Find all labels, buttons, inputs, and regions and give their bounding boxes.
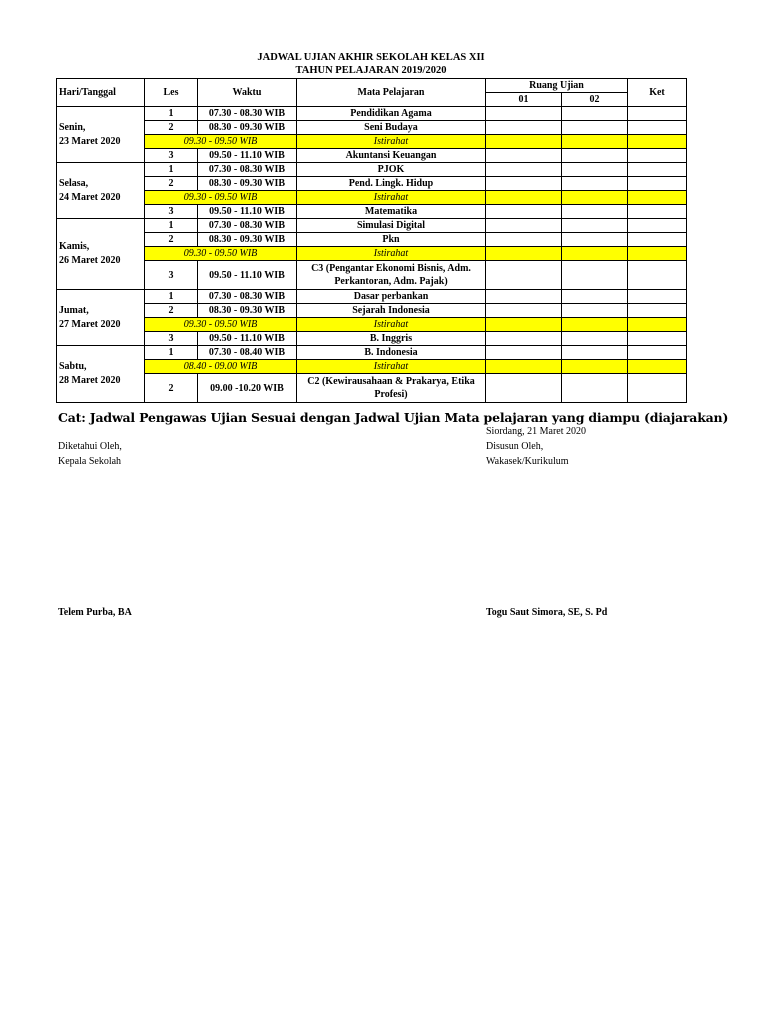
exam-time: 08.30 - 09.30 WIB xyxy=(198,233,297,247)
signature-place-date: Siordang, 21 Maret 2020 xyxy=(486,426,586,437)
subject-name: Pendidikan Agama xyxy=(297,107,486,121)
day-date-cell xyxy=(57,219,145,290)
subject-name: Pend. Lingk. Hidup xyxy=(297,177,486,191)
note-cell xyxy=(628,332,687,346)
schedule-row xyxy=(57,107,687,121)
les-number: 3 xyxy=(145,205,198,219)
signature-left-name: Telem Purba, BA xyxy=(58,607,132,618)
note-cell xyxy=(628,205,687,219)
note-cell xyxy=(628,318,687,332)
room-02-cell xyxy=(562,247,628,261)
schedule-row xyxy=(57,332,687,346)
subject-name: C3 (Pengantar Ekonomi Bisnis, Adm. Perkantoran, Adm. Pajak) xyxy=(297,261,486,290)
room-01-cell xyxy=(486,290,562,304)
day-name: Jumat, xyxy=(59,304,89,316)
note-cell xyxy=(628,149,687,163)
schedule-row xyxy=(57,205,687,219)
exam-time: 09.50 - 11.10 WIB xyxy=(198,332,297,346)
schedule-row xyxy=(57,219,687,233)
room-01-cell xyxy=(486,346,562,360)
les-number: 3 xyxy=(145,332,198,346)
room-02-cell xyxy=(562,346,628,360)
schedule-row xyxy=(57,290,687,304)
header-subject: Mata Pelajaran xyxy=(297,79,486,107)
subject-name: Pkn xyxy=(297,233,486,247)
schedule-row xyxy=(57,233,687,247)
les-number: 1 xyxy=(145,219,198,233)
room-01-cell xyxy=(486,304,562,318)
document-subtitle: TAHUN PELAJARAN 2019/2020 xyxy=(295,65,447,76)
room-02-cell xyxy=(562,205,628,219)
schedule-row xyxy=(57,177,687,191)
subject-name: Matematika xyxy=(297,205,486,219)
room-01-cell xyxy=(486,374,562,403)
signature-left-known: Diketahui Oleh, xyxy=(58,441,122,452)
schedule-row xyxy=(57,304,687,318)
day-name: Kamis, xyxy=(59,241,90,252)
exam-time: 09.50 - 11.10 WIB xyxy=(198,205,297,219)
day-name: Sabtu, xyxy=(59,361,87,372)
subject-name: Simulasi Digital xyxy=(297,219,486,233)
day-date-cell xyxy=(57,163,145,219)
day-date: 23 Maret 2020 xyxy=(59,135,121,147)
note-cell xyxy=(628,135,687,149)
room-01-cell xyxy=(486,121,562,135)
day-name: Selasa, xyxy=(59,177,89,189)
room-02-cell xyxy=(562,304,628,318)
note-cell xyxy=(628,219,687,233)
les-number: 2 xyxy=(145,233,198,247)
day-date: 28 Maret 2020 xyxy=(59,375,121,386)
day-date: 27 Maret 2020 xyxy=(59,318,121,330)
room-01-cell xyxy=(486,177,562,191)
subject-name: C2 (Kewirausahaan & Prakarya, Etika Profesi) xyxy=(297,374,486,403)
room-01-cell xyxy=(486,191,562,205)
exam-time: 09.50 - 11.10 WIB xyxy=(198,261,297,290)
day-date-cell xyxy=(57,346,145,403)
break-time: 09.30 - 09.50 WIB xyxy=(145,191,297,205)
les-number: 1 xyxy=(145,346,198,360)
exam-time: 09.00 -10.20 WIB xyxy=(198,374,297,403)
day-name: Senin, xyxy=(59,121,86,133)
les-number: 3 xyxy=(145,261,198,290)
room-01-cell xyxy=(486,205,562,219)
room-01-cell xyxy=(486,233,562,247)
break-time: 09.30 - 09.50 WIB xyxy=(145,318,297,332)
subject-name: Akuntansi Keuangan xyxy=(297,149,486,163)
exam-schedule-table xyxy=(56,78,687,403)
room-02-cell xyxy=(562,374,628,403)
room-01-cell xyxy=(486,163,562,177)
schedule-row xyxy=(57,163,687,177)
header-room-01: 01 xyxy=(486,93,562,107)
note-cell xyxy=(628,290,687,304)
les-number: 3 xyxy=(145,149,198,163)
les-number: 1 xyxy=(145,290,198,304)
les-number: 1 xyxy=(145,163,198,177)
room-02-cell xyxy=(562,191,628,205)
subject-name: PJOK xyxy=(297,163,486,177)
break-row xyxy=(57,191,687,205)
note-cell xyxy=(628,346,687,360)
break-label: Istirahat xyxy=(297,318,486,332)
schedule-row xyxy=(57,346,687,360)
room-02-cell xyxy=(562,233,628,247)
note-cell xyxy=(628,304,687,318)
schedule-row xyxy=(57,149,687,163)
header-day: Hari/Tanggal xyxy=(57,79,145,107)
room-02-cell xyxy=(562,135,628,149)
note-cell xyxy=(628,107,687,121)
schedule-row xyxy=(57,261,687,290)
exam-time: 08.30 - 09.30 WIB xyxy=(198,177,297,191)
subject-name: B. Indonesia xyxy=(297,346,486,360)
note-cell xyxy=(628,360,687,374)
les-number: 2 xyxy=(145,374,198,403)
signature-right-role: Wakasek/Kurikulum xyxy=(486,456,569,467)
schedule-row xyxy=(57,121,687,135)
room-01-cell xyxy=(486,149,562,163)
day-date-cell xyxy=(57,290,145,346)
break-time: 09.30 - 09.50 WIB xyxy=(145,247,297,261)
note-cell xyxy=(628,247,687,261)
break-label: Istirahat xyxy=(297,360,486,374)
room-02-cell xyxy=(562,107,628,121)
room-02-cell xyxy=(562,290,628,304)
room-01-cell xyxy=(486,261,562,290)
note-cell xyxy=(628,261,687,290)
break-time: 09.30 - 09.50 WIB xyxy=(145,135,297,149)
header-time: Waktu xyxy=(198,79,297,107)
header-les: Les xyxy=(145,79,198,107)
exam-time: 07.30 - 08.30 WIB xyxy=(198,290,297,304)
room-01-cell xyxy=(486,247,562,261)
break-row xyxy=(57,247,687,261)
break-label: Istirahat xyxy=(297,191,486,205)
room-01-cell xyxy=(486,360,562,374)
note-cell xyxy=(628,163,687,177)
exam-time: 07.30 - 08.30 WIB xyxy=(198,219,297,233)
les-number: 1 xyxy=(145,107,198,121)
les-number: 2 xyxy=(145,304,198,318)
room-01-cell xyxy=(486,135,562,149)
signature-right-name: Togu Saut Simora, SE, S. Pd xyxy=(486,607,608,618)
subject-name: B. Inggris xyxy=(297,332,486,346)
subject-name: Sejarah Indonesia xyxy=(297,304,486,318)
room-01-cell xyxy=(486,332,562,346)
schedule-note: Cat: Jadwal Pengawas Ujian Sesuai dengan Jadwal Ujian Mata pelajaran yang diampu (diajarakan) xyxy=(58,410,729,425)
break-time: 08.40 - 09.00 WIB xyxy=(145,360,297,374)
room-02-cell xyxy=(562,163,628,177)
header-note: Ket xyxy=(628,79,687,107)
break-row xyxy=(57,360,687,374)
exam-time: 07.30 - 08.30 WIB xyxy=(198,163,297,177)
note-cell xyxy=(628,374,687,403)
subject-name: Seni Budaya xyxy=(297,121,486,135)
room-02-cell xyxy=(562,149,628,163)
schedule-body xyxy=(57,107,687,403)
day-date: 24 Maret 2020 xyxy=(59,191,121,203)
exam-time: 08.30 - 09.30 WIB xyxy=(198,121,297,135)
break-row xyxy=(57,135,687,149)
room-01-cell xyxy=(486,219,562,233)
day-date-cell xyxy=(57,107,145,163)
document-title: JADWAL UJIAN AKHIR SEKOLAH KELAS XII xyxy=(257,52,485,63)
note-cell xyxy=(628,191,687,205)
room-02-cell xyxy=(562,121,628,135)
subject-name: Dasar perbankan xyxy=(297,290,486,304)
header-rooms: Ruang Ujian xyxy=(486,79,628,93)
signature-right-known: Disusun Oleh, xyxy=(486,441,544,452)
note-cell xyxy=(628,233,687,247)
room-02-cell xyxy=(562,219,628,233)
room-02-cell xyxy=(562,360,628,374)
note-cell xyxy=(628,177,687,191)
exam-time: 07.30 - 08.30 WIB xyxy=(198,107,297,121)
exam-time: 09.50 - 11.10 WIB xyxy=(198,149,297,163)
day-date: 26 Maret 2020 xyxy=(59,255,121,266)
room-01-cell xyxy=(486,107,562,121)
room-02-cell xyxy=(562,318,628,332)
exam-time: 07.30 - 08.40 WIB xyxy=(198,346,297,360)
room-02-cell xyxy=(562,261,628,290)
room-01-cell xyxy=(486,318,562,332)
break-label: Istirahat xyxy=(297,247,486,261)
les-number: 2 xyxy=(145,177,198,191)
schedule-row xyxy=(57,374,687,403)
header-room-02: 02 xyxy=(562,93,628,107)
break-label: Istirahat xyxy=(297,135,486,149)
les-number: 2 xyxy=(145,121,198,135)
room-02-cell xyxy=(562,332,628,346)
exam-time: 08.30 - 09.30 WIB xyxy=(198,304,297,318)
signature-left-role: Kepala Sekolah xyxy=(58,456,122,467)
note-cell xyxy=(628,121,687,135)
room-02-cell xyxy=(562,177,628,191)
break-row xyxy=(57,318,687,332)
